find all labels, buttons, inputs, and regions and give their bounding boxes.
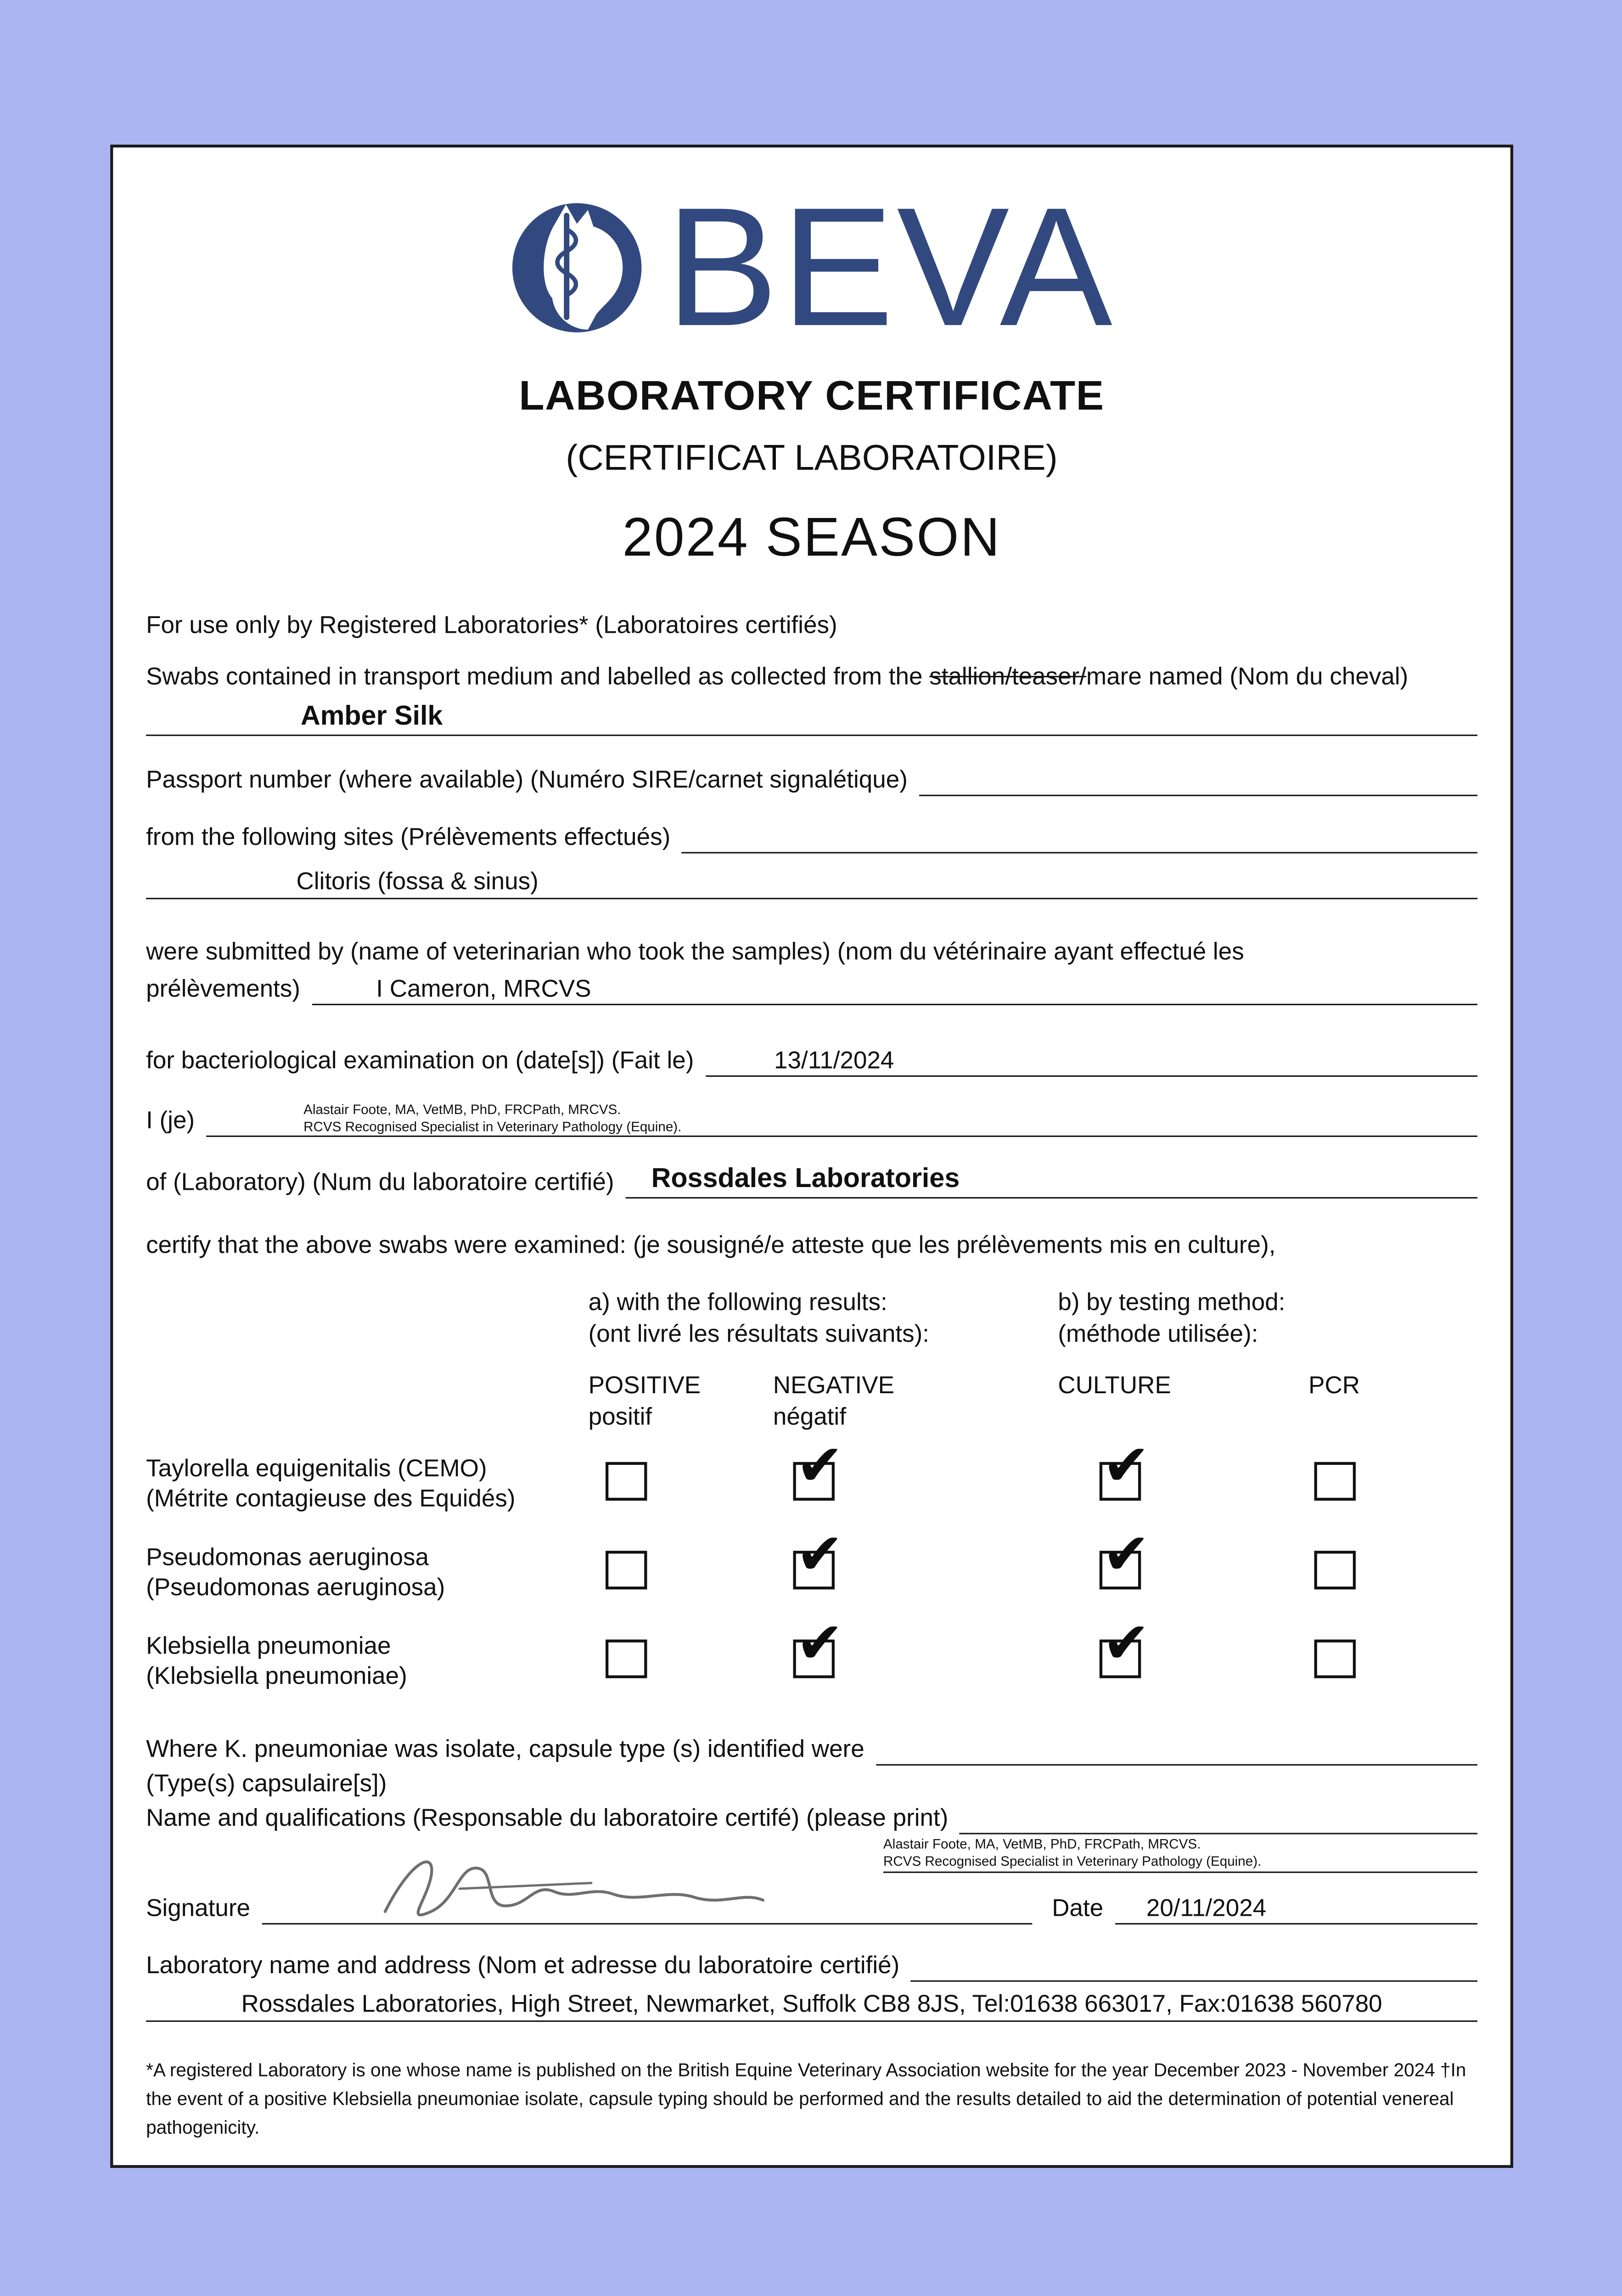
row-label-line2: (Métrite contagieuse des Equidés)	[146, 1485, 516, 1512]
lab-address-field	[146, 1950, 1477, 1982]
signatory-name: Alastair Foote, MA, VetMB, PhD, FRCPath, MRCVS.	[303, 1103, 621, 1119]
checkbox-pseudomonas-positive	[606, 1551, 647, 1589]
lab-address-label: Laboratory name and address (Nom et adresse du laboratoire certifié)	[146, 1952, 900, 1979]
i-je-label: I (je)	[146, 1107, 195, 1134]
name-qualifications-label: Name and qualifications (Responsable du laboratoire certifé) (please print)	[146, 1804, 949, 1832]
lab-address-blank-line	[911, 1968, 1477, 1982]
submitted-by-line2	[146, 974, 1477, 1005]
intro-text: For use only by Registered Laboratories* (Laboratoires certifiés)	[146, 611, 837, 639]
results-header-a-line2: (ont livré les résultats suivants):	[588, 1320, 930, 1348]
swabs-struck-text: stallion/teaser/	[929, 663, 1087, 691]
beva-horse-logo-icon	[508, 199, 645, 336]
passport-field	[146, 765, 1477, 796]
negative-header-fr: négatif	[773, 1403, 847, 1431]
exam-date-label: for bacteriological examination on (date[s]) (Fait le)	[146, 1047, 694, 1074]
certificate-subtitle-french: (CERTIFICAT LABORATOIRE)	[566, 438, 1058, 478]
checkbox-pseudomonas-culture	[1100, 1551, 1141, 1589]
swabs-text-pre: Swabs contained in transport medium and labelled as collected from the	[146, 663, 930, 691]
row-label-klebsiella	[146, 1631, 407, 1691]
submitted-by-line1	[146, 936, 1477, 968]
passport-blank-line	[919, 782, 1477, 796]
row-label-line1: Klebsiella pneumoniae	[146, 1632, 391, 1660]
sites-blank-line	[682, 839, 1477, 853]
row-label-taylorella	[146, 1453, 515, 1514]
exam-date-line	[705, 1047, 1477, 1076]
footnote	[146, 2056, 1477, 2142]
capsule-type-field	[146, 1734, 1477, 1766]
capsule-type-label-fr	[146, 1768, 1477, 1800]
sites-value: Clitoris (fossa & sinus)	[296, 867, 539, 895]
horse-name-field	[146, 699, 1477, 736]
sites-value-field	[146, 862, 1477, 899]
table-row-taylorella	[146, 1451, 1477, 1528]
results-header-b-line2: (méthode utilisée):	[1058, 1320, 1258, 1348]
printed-signatory-block	[146, 1837, 1477, 1873]
swabs-line	[146, 662, 1477, 693]
table-row-klebsiella	[146, 1628, 1477, 1705]
checkbox-taylorella-culture	[1100, 1462, 1141, 1501]
positive-header: POSITIVE	[588, 1372, 701, 1399]
culture-header: CULTURE	[1058, 1372, 1171, 1399]
results-header-b-line1: b) by testing method:	[1058, 1289, 1285, 1316]
signature-line	[262, 1910, 1032, 1925]
signatory-name-block	[303, 1103, 681, 1136]
capsule-type-fr-text: (Type(s) capsulaire[s])	[146, 1770, 387, 1797]
submitted-by-text2: prélèvements)	[146, 975, 300, 1002]
column-header-negative	[773, 1370, 894, 1433]
lab-address-value: Rossdales Laboratories, High Street, Newmarket, Suffolk CB8 8JS, Tel:01638 663017, Fax:01638 560780	[241, 1990, 1382, 2018]
row-label-line1: Taylorella equigenitalis (CEMO)	[146, 1455, 487, 1482]
row-label-line2: (Pseudomonas aeruginosa)	[146, 1574, 445, 1601]
results-header-a-line1: a) with the following results:	[588, 1289, 887, 1316]
swabs-text-post: mare named (Nom du cheval)	[1086, 663, 1409, 691]
positive-header-fr: positif	[588, 1403, 652, 1431]
laboratory-field	[146, 1163, 1477, 1199]
certify-line	[146, 1230, 1477, 1262]
printed-signatory-qualification: RCVS Recognised Specialist in Veterinary Pathology (Equine).	[883, 1853, 1262, 1869]
checkbox-pseudomonas-negative	[793, 1551, 835, 1589]
checkbox-taylorella-negative	[793, 1462, 835, 1501]
certificate-title: LABORATORY CERTIFICATE	[519, 373, 1105, 420]
sites-label: from the following sites (Prélèvements effectués)	[146, 823, 671, 851]
printed-signatory-name-block	[883, 1837, 1477, 1873]
table-row-pseudomonas	[146, 1539, 1477, 1616]
passport-label: Passport number (where available) (Numéro SIRE/carnet signalétique)	[146, 766, 908, 793]
signature-date-row	[146, 1893, 1477, 1925]
results-column-headers	[146, 1370, 1477, 1433]
vet-name-value: I Cameron, MRCVS	[376, 975, 591, 1002]
column-header-positive	[589, 1370, 701, 1433]
horse-name-value: Amber Silk	[300, 701, 443, 732]
lab-address-value-field	[146, 1985, 1477, 2022]
name-qualifications-line	[960, 1820, 1477, 1834]
beva-wordmark: BEVA	[665, 173, 1116, 362]
date-line	[1115, 1895, 1477, 1925]
intro-line	[146, 610, 1477, 642]
column-header-pcr	[1308, 1370, 1360, 1402]
laboratory-name-value: Rossdales Laboratories	[651, 1164, 960, 1194]
laboratory-label: of (Laboratory) (Num du laboratoire certifié)	[146, 1168, 614, 1196]
beva-logo	[146, 173, 1477, 362]
checkbox-klebsiella-pcr	[1314, 1639, 1356, 1678]
date-label: Date	[1052, 1894, 1104, 1922]
laboratory-line	[625, 1163, 1477, 1199]
column-header-culture	[1058, 1370, 1171, 1402]
negative-header: NEGATIVE	[773, 1372, 895, 1399]
pcr-header: PCR	[1308, 1372, 1360, 1399]
results-header-a	[589, 1287, 929, 1350]
results-header-b	[1058, 1287, 1285, 1350]
signature-label: Signature	[146, 1894, 251, 1922]
checkbox-klebsiella-negative	[793, 1639, 835, 1678]
name-qualifications-field	[146, 1803, 1477, 1835]
certificate-page	[110, 145, 1513, 2168]
capsule-type-blank-line	[876, 1751, 1477, 1766]
footnote-text: *A registered Laboratory is one whose name is published on the British Equine Veterinary Association website for the year December 2023 - November 2024 †In the event of a positive Klebsiella pneumoniae isolate, capsule typing should be performed and the results detailed to aid the determination of potential venereal pathogenicity.	[146, 2059, 1466, 2138]
row-label-line2: (Klebsiella pneumoniae)	[146, 1662, 407, 1690]
date-value: 20/11/2024	[1146, 1894, 1267, 1922]
signatory-qualification: RCVS Recognised Specialist in Veterinary Pathology (Equine).	[303, 1119, 682, 1135]
checkbox-taylorella-pcr	[1314, 1462, 1356, 1501]
checkbox-klebsiella-positive	[606, 1639, 647, 1678]
row-label-pseudomonas	[146, 1542, 445, 1602]
row-label-line1: Pseudomonas aeruginosa	[146, 1543, 429, 1571]
vet-name-line	[312, 975, 1477, 1005]
sites-field	[146, 822, 1477, 854]
exam-date-field	[146, 1045, 1477, 1077]
capsule-type-label: Where K. pneumoniae was isolate, capsule type (s) identified were	[146, 1735, 864, 1763]
checkbox-taylorella-positive	[606, 1462, 647, 1501]
checkbox-pseudomonas-pcr	[1314, 1551, 1356, 1589]
signature-image	[373, 1846, 774, 1937]
signatory-line	[206, 1103, 1477, 1137]
submitted-by-text1: were submitted by (name of veterinarian who took the samples) (nom du vétérinaire ayant effectué les	[146, 938, 1244, 965]
checkbox-klebsiella-culture	[1100, 1639, 1141, 1678]
certify-text: certify that the above swabs were examined: (je sousigné/e atteste que les prélèvements mis en culture),	[146, 1231, 1276, 1259]
results-section-headers	[146, 1287, 1477, 1353]
exam-date-value: 13/11/2024	[774, 1047, 894, 1074]
season-heading: 2024 SEASON	[622, 508, 1001, 568]
printed-signatory-name: Alastair Foote, MA, VetMB, PhD, FRCPath, MRCVS.	[883, 1837, 1201, 1853]
signatory-field	[146, 1103, 1477, 1137]
